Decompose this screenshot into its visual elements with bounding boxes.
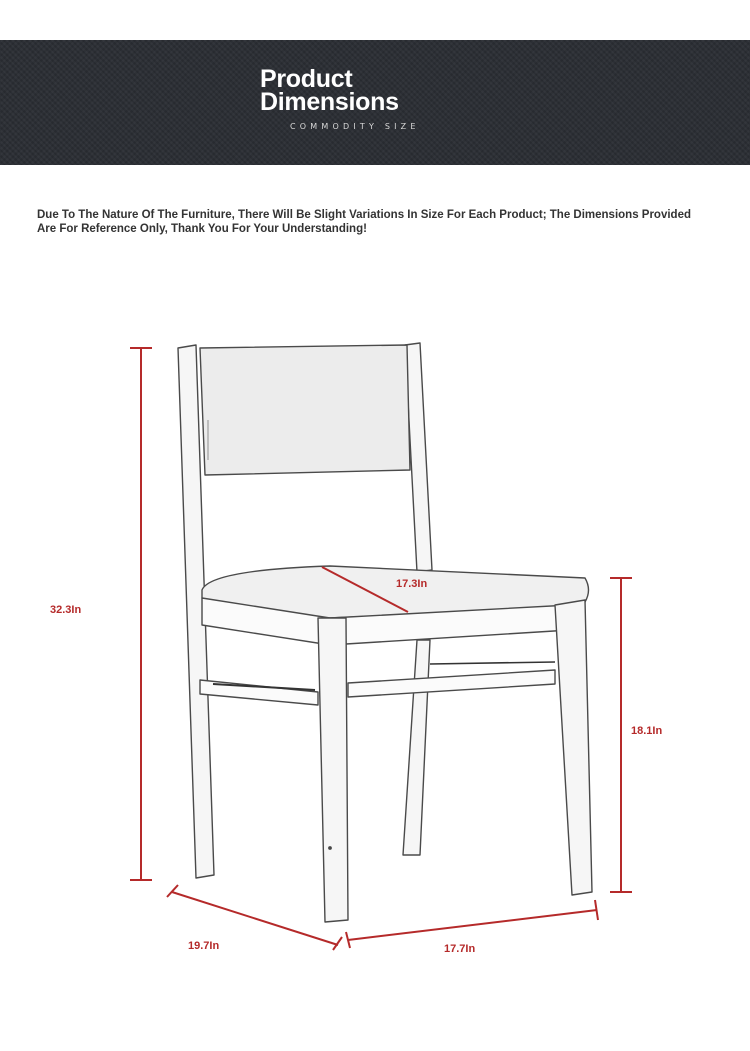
total-height-label: 32.3In [50, 604, 82, 616]
size-variation-notice: Due To The Nature Of The Furniture, There Will Be Slight Variations In Size For Each Product; The Dimensions Provided Are For Reference Only, Thank You For Your Understanding! [37, 209, 691, 235]
chair-illustration [178, 343, 592, 922]
banner-title-line1: Product [260, 65, 353, 93]
width-label: 17.7In [444, 943, 476, 955]
banner-title-line2: Dimensions [260, 88, 399, 116]
depth-label: 19.7In [188, 940, 220, 952]
seat-height-dimension-line [610, 578, 632, 892]
seat-depth-label: 17.3In [396, 578, 428, 590]
banner-subtitle: COMMODITY SIZE [290, 122, 420, 131]
height-dimension-line [130, 348, 152, 880]
seat-height-label: 18.1In [631, 725, 663, 737]
width-dimension-line [346, 900, 598, 948]
